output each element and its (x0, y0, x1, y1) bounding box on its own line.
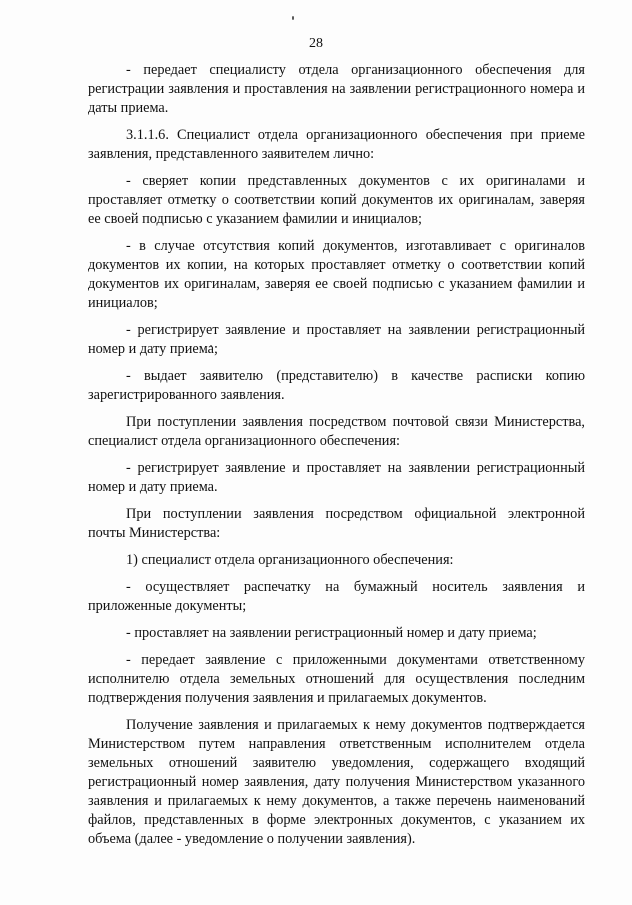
paragraph-transfer-to-specialist: - передает специалисту отдела организационного обеспечения для регистрации заявления и проставления на заявлении регистрационного номера и даты приема. (88, 62, 585, 116)
paragraph-confirmation-notice: Получение заявления и прилагаемых к нему документов подтверждается Министерством путем направления ответственным исполнителем отдела земельных отношений заявителю уведомления, содержащего входящий регистрационный номер заявления, дату получения Министерством указанного заявления и прилагаемых к нему документов, а также перечень наименований файлов, представленных в форме электронных документов, с указанием их объема (далее - уведомление о получении заявления). (88, 717, 585, 847)
paragraph-postal-receipt: При поступлении заявления посредством почтовой связи Министерства, специалист отдела организационного обеспечения: (88, 414, 585, 449)
paragraph-issue-receipt: - выдает заявителю (представителю) в качестве расписки копию зарегистрированного заявления. (88, 368, 585, 403)
paragraph-specialist-list: 1) специалист отдела организационного обеспечения: (126, 552, 454, 568)
paragraph-make-copies: - в случае отсутствия копий документов, изготавливает с оригиналов документов их копии, на которых проставляет отметку о соответствии копий документов их оригиналам, заверяя ее своей подписью с указанием фамилии и инициалов; (88, 238, 585, 311)
paragraph-register-application: - регистрирует заявление и проставляет на заявлении регистрационный номер и дату приема; (88, 322, 585, 357)
page-number: 28 (309, 36, 323, 51)
scan-speck (292, 16, 294, 20)
document-body (88, 61, 585, 857)
paragraph-register-postal: - регистрирует заявление и проставляет на заявлении регистрационный номер и дату приема. (88, 460, 585, 495)
paragraph-print-documents: - осуществляет распечатку на бумажный носитель заявления и приложенные документы; (88, 579, 585, 614)
paragraph-email-receipt: При поступлении заявления посредством официальной электронной почты Министерства: (88, 506, 585, 541)
paragraph-section-3-1-1-6: 3.1.1.6. Специалист отдела организационного обеспечения при приеме заявления, представленного заявителем лично: (88, 127, 585, 162)
paragraph-transfer-to-executor: - передает заявление с приложенными документами ответственному исполнителю отдела земельных отношений для осуществления последним подтверждения получения заявления и прилагаемых документов. (88, 652, 585, 706)
paragraph-verify-copies: - сверяет копии представленных документов с их оригиналами и проставляет отметку о соответствии копий документов их оригиналам, заверяя ее своей подписью с указанием фамилии и инициалов; (88, 173, 585, 227)
paragraph-stamp-number: - проставляет на заявлении регистрационный номер и дату приема; (126, 625, 537, 641)
